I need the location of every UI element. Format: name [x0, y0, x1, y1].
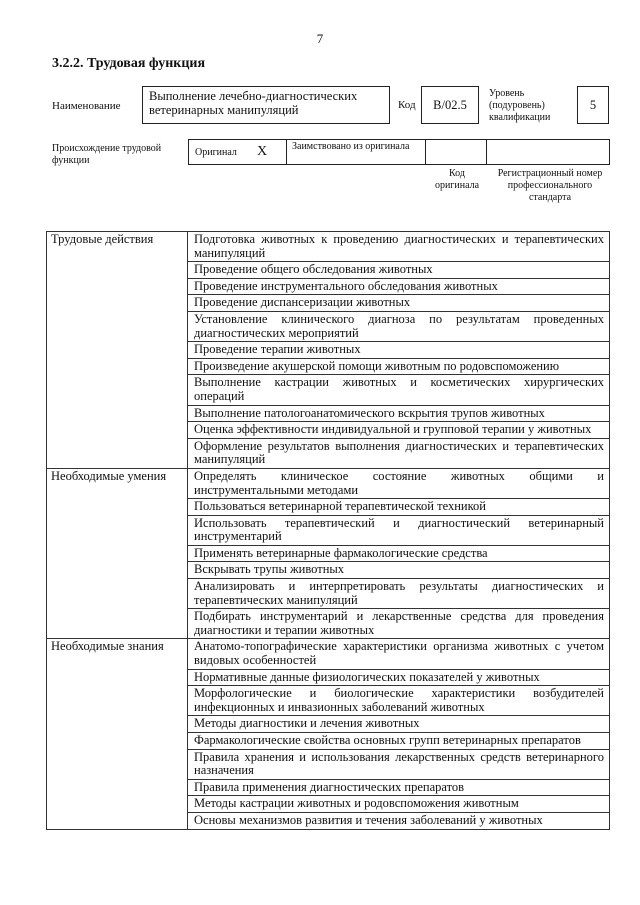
origin-row	[188, 139, 610, 165]
section-item: Установление клинического диагноза по результатам проведенных диагностических мероприятий	[188, 311, 610, 341]
function-table	[46, 231, 610, 830]
section-item: Анализировать и интерпретировать результаты диагностических и терапевтических манипуляций	[188, 579, 610, 609]
origin-label: Происхождение трудовой функции	[52, 143, 162, 166]
section-item: Подготовка животных к проведению диагностических и терапевтических манипуляций	[188, 232, 610, 262]
name-value: Выполнение лечебно-диагностических ветеринарных манипуляций	[142, 86, 390, 124]
section-item: Определять клиническое состояние животных общими и инструментальными методами	[188, 468, 610, 498]
section-item: Проведение терапии животных	[188, 342, 610, 359]
table-row	[47, 232, 610, 262]
section-item: Правила применения диагностических препаратов	[188, 779, 610, 796]
level-label: Уровень (подуровень) квалификации	[489, 88, 551, 123]
reg-number-cell	[488, 140, 609, 164]
section-item: Проведение общего обследования животных	[188, 262, 610, 279]
section-item: Подбирать инструментарий и лекарственные средства для проведения диагностики и терапии животных	[188, 609, 610, 639]
section-item: Применять ветеринарные фармакологические средства	[188, 545, 610, 562]
borrowed-label: Заимствовано из оригинала	[288, 140, 426, 164]
table-row	[47, 468, 610, 498]
section-category: Трудовые действия	[47, 232, 188, 469]
section-item: Выполнение кастрации животных и косметических хирургических операций	[188, 375, 610, 405]
section-category: Необходимые умения	[47, 468, 188, 639]
section-item: Проведение диспансеризации животных	[188, 295, 610, 312]
page-number: 7	[316, 31, 324, 46]
section-item: Основы механизмов развития и течения заболеваний у животных	[188, 812, 610, 829]
section-item: Пользоваться ветеринарной терапевтической техникой	[188, 499, 610, 516]
code-original-caption: Код оригинала	[434, 168, 480, 191]
section-item: Оценка эффективности индивидуальной и групповой терапии у животных	[188, 422, 610, 439]
section-item: Фармакологические свойства основных групп ветеринарных препаратов	[188, 733, 610, 750]
section-item: Методы кастрации животных и родовспоможения животным	[188, 796, 610, 813]
original-mark: X	[257, 144, 268, 159]
section-item: Правила хранения и использования лекарственных средств ветеринарного назначения	[188, 749, 610, 779]
section-category: Необходимые знания	[47, 639, 188, 829]
section-item: Морфологические и биологические характеристики возбудителей инфекционных и инвазионных заболеваний животных	[188, 686, 610, 716]
section-item: Выполнение патологоанатомического вскрытия трупов животных	[188, 405, 610, 422]
section-item: Анатомо-топографические характеристики организма животных с учетом видовых особенностей	[188, 639, 610, 669]
reg-number-caption: Регистрационный номер профессионального стандарта	[497, 168, 603, 203]
section-item: Произведение акушерской помощи животным по родовспоможению	[188, 358, 610, 375]
original-label: Оригинал	[195, 147, 237, 158]
table-row	[47, 639, 610, 669]
level-value: 5	[577, 86, 609, 124]
code-label: Код	[398, 99, 416, 111]
code-value: B/02.5	[421, 86, 479, 124]
name-label: Наименование	[52, 100, 121, 112]
section-title: 3.2.2. Трудовая функция	[52, 56, 206, 71]
section-item: Проведение инструментального обследования животных	[188, 278, 610, 295]
code-original-cell	[427, 140, 487, 164]
section-item: Методы диагностики и лечения животных	[188, 716, 610, 733]
original-cell	[189, 140, 287, 164]
section-item: Оформление результатов выполнения диагностических и терапевтических манипуляций	[188, 438, 610, 468]
section-item: Вскрывать трупы животных	[188, 562, 610, 579]
section-item: Использовать терапевтический и диагностический ветеринарный инструментарий	[188, 515, 610, 545]
section-item: Нормативные данные физиологических показателей у животных	[188, 669, 610, 686]
